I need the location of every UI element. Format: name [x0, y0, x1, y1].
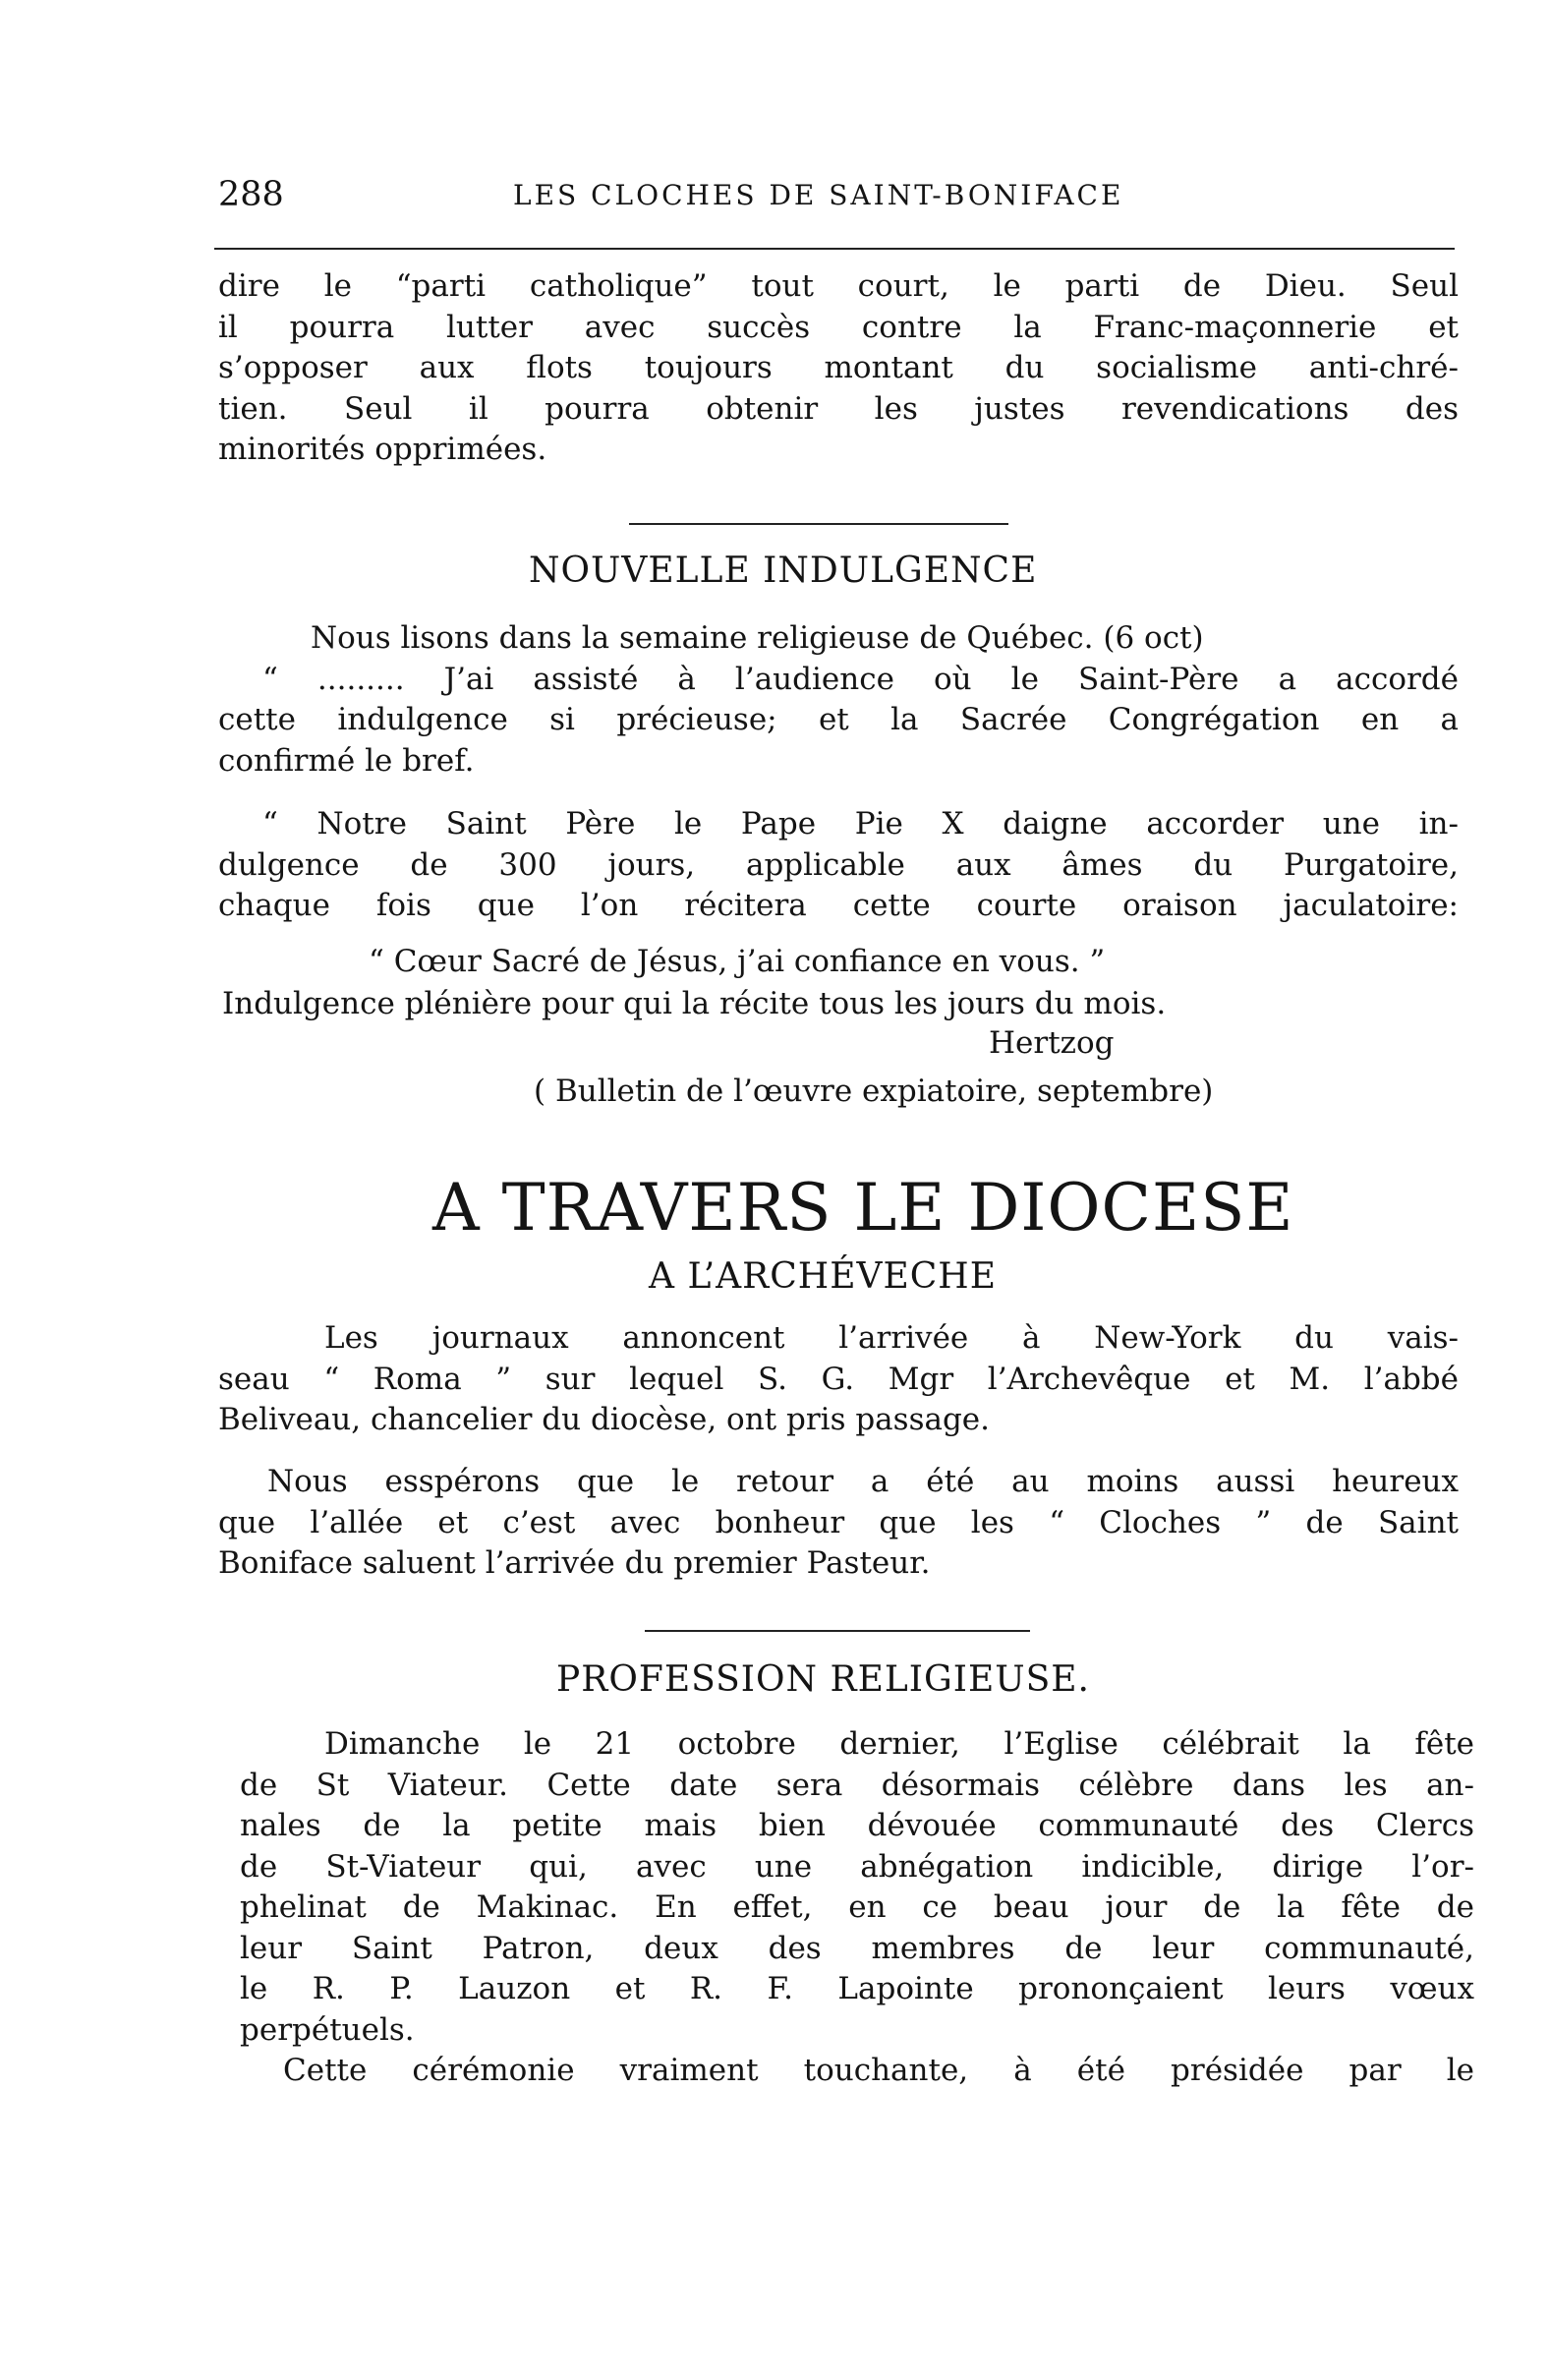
section-divider [629, 523, 1008, 525]
plenary-indulgence-line: Indulgence plénière pour qui la récite tous les jours du mois. [222, 986, 1167, 1021]
signature: Hertzog [989, 1025, 1115, 1061]
text-line: s’opposer aux flots toujours montant du socialisme anti-chré- [218, 350, 1459, 385]
text-line: de St-Viateur qui, avec une abnégation indicible, dirige l’or- [240, 1848, 1474, 1885]
header-rule [214, 248, 1455, 250]
journal-title: LES CLOCHES DE SAINT-BONIFACE [513, 179, 1124, 211]
text-line: Dimanche le 21 octobre dernier, l’Eglise célébrait la fête [324, 1726, 1474, 1762]
text-line: Beliveau, chancelier du diocèse, ont pris passage. [218, 1402, 991, 1437]
text-line: de St Viateur. Cette date sera désormais célèbre dans les an- [240, 1767, 1474, 1803]
text-line: dire le “parti catholique” tout court, le parti de Dieu. Seul [218, 268, 1459, 304]
text-line: Nous lisons dans la semaine religieuse de Québec. (6 oct) [311, 620, 1204, 656]
text-line: tien. Seul il pourra obtenir les justes revendications des [218, 390, 1459, 427]
text-line: le R. P. Lauzon et R. F. Lapointe prononçaient leurs vœux [240, 1971, 1474, 2006]
section-heading-diocese: A TRAVERS LE DIOCESE [432, 1170, 1294, 1246]
section-heading-profession: PROFESSION RELIGIEUSE. [556, 1659, 1090, 1700]
text-line: perpétuels. [240, 2011, 415, 2048]
text-line: dulgence de 300 jours, applicable aux âmes du Purgatoire, [218, 846, 1459, 883]
text-line: Boniface saluent l’arrivée du premier Pasteur. [218, 1545, 931, 1581]
text-line: Les journaux annoncent l’arrivée à New-York du vais- [324, 1320, 1459, 1356]
page-number: 288 [218, 175, 284, 214]
text-line: leur Saint Patron, deux des membres de leur communauté, [240, 1930, 1474, 1966]
text-line: Nous esspérons que le retour a été au moins aussi heureux [267, 1464, 1459, 1499]
text-line: phelinat de Makinac. En effet, en ce beau jour de la fête de [240, 1889, 1474, 1925]
indulgence-paragraph-2 [218, 804, 1459, 927]
text-line: nales de la petite mais bien dévouée communauté des Clercs [240, 1808, 1474, 1843]
text-line: “ ......... J’ai assisté à l’audience où le Saint-Père a accordé [262, 661, 1459, 697]
subheading-archeveche: A L’ARCHÉVECHE [649, 1256, 997, 1297]
prayer-line: “ Cœur Sacré de Jésus, j’ai confiance en vous. ” [369, 944, 1106, 979]
text-line: cette indulgence si précieuse; et la Sacrée Congrégation en a [218, 702, 1459, 737]
text-line: minorités opprimées. [218, 432, 547, 467]
intro-paragraph [218, 266, 1459, 471]
text-line: que l’allée et c’est avec bonheur que les “ Cloches ” de Saint [218, 1504, 1459, 1540]
indulgence-paragraph-1 [218, 618, 1459, 782]
profession-paragraph-1 [240, 1724, 1474, 2051]
text-line: chaque fois que l’on récitera cette courte oraison jaculatoire: [218, 888, 1459, 923]
section-heading-indulgence: NOUVELLE INDULGENCE [529, 551, 1038, 591]
diocese-paragraph-2 [218, 1462, 1459, 1585]
source-citation: ( Bulletin de l’œuvre expiatoire, septembre) [534, 1074, 1214, 1109]
text-line: confirmé le bref. [218, 742, 475, 779]
text-line: “ Notre Saint Père le Pape Pie X daigne accorder une in- [262, 806, 1459, 842]
text-line: Cette cérémonie vraiment touchante, à été présidée par le [283, 2053, 1474, 2088]
running-head [218, 175, 1455, 214]
text-line: seau “ Roma ” sur lequel S. G. Mgr l’Archevêque et M. l’abbé [218, 1361, 1459, 1397]
text-line: il pourra lutter avec succès contre la Franc-maçonnerie et [218, 309, 1459, 345]
diocese-paragraph-1 [218, 1318, 1459, 1441]
profession-paragraph-2 [240, 2051, 1474, 2092]
section-divider [645, 1630, 1030, 1632]
